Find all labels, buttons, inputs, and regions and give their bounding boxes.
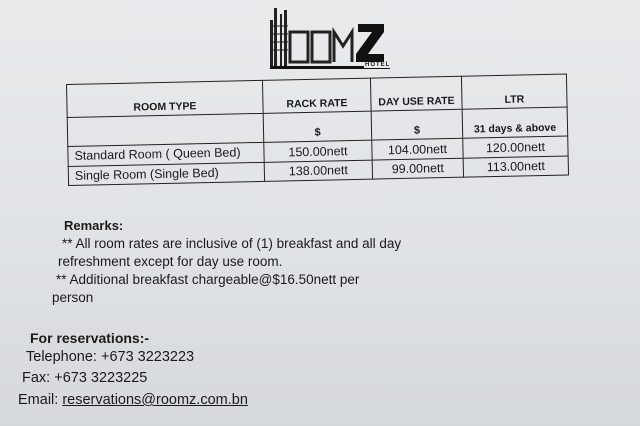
ltr-rate-cell: 120.00nett: [463, 136, 568, 158]
header-room-type: ROOM TYPE: [67, 80, 264, 117]
reservations-title: For reservations:-: [30, 330, 150, 346]
room-type-cell: Single Room (Single Bed): [68, 162, 264, 185]
header-ltr: LTR: [461, 74, 567, 109]
rack-rate-cell: 150.00nett: [264, 140, 372, 162]
ltr-rate-cell: 113.00nett: [463, 156, 568, 177]
email-line: [18, 392, 248, 408]
email-label: Email:: [18, 392, 63, 408]
subheader-rack-currency: $: [263, 111, 372, 142]
subheader-dayuse-currency: $: [371, 109, 463, 140]
email-link[interactable]: reservations@roomz.com.bn: [62, 392, 248, 408]
header-day-use-rate: DAY USE RATE: [370, 76, 462, 111]
room-rates-table: [66, 74, 569, 186]
day-use-rate-cell: 104.00nett: [372, 138, 463, 160]
logo-subtext: HOTEL: [365, 62, 391, 68]
remarks-line-3: ** Additional breakfast chargeable@$16.50nett per: [56, 272, 360, 287]
header-rack-rate: RACK RATE: [262, 78, 371, 113]
room-type-cell: Standard Room ( Queen Bed): [68, 142, 264, 166]
fax-line: Fax: +673 3223225: [22, 370, 148, 386]
telephone-line: Telephone: +673 3223223: [26, 349, 195, 365]
hotel-logo: [268, 6, 400, 72]
subheader-room-type: [67, 113, 264, 146]
remarks-title: Remarks:: [64, 218, 124, 233]
day-use-rate-cell: 99.00nett: [372, 158, 463, 179]
subheader-ltr-duration: 31 days & above: [462, 107, 568, 138]
remarks-line-4: person: [52, 290, 94, 305]
remarks-line-1: ** All room rates are inclusive of (1) breakfast and all day: [62, 236, 402, 251]
remarks-line-2: refreshment except for day use room.: [58, 254, 283, 269]
rack-rate-cell: 138.00nett: [264, 160, 372, 181]
